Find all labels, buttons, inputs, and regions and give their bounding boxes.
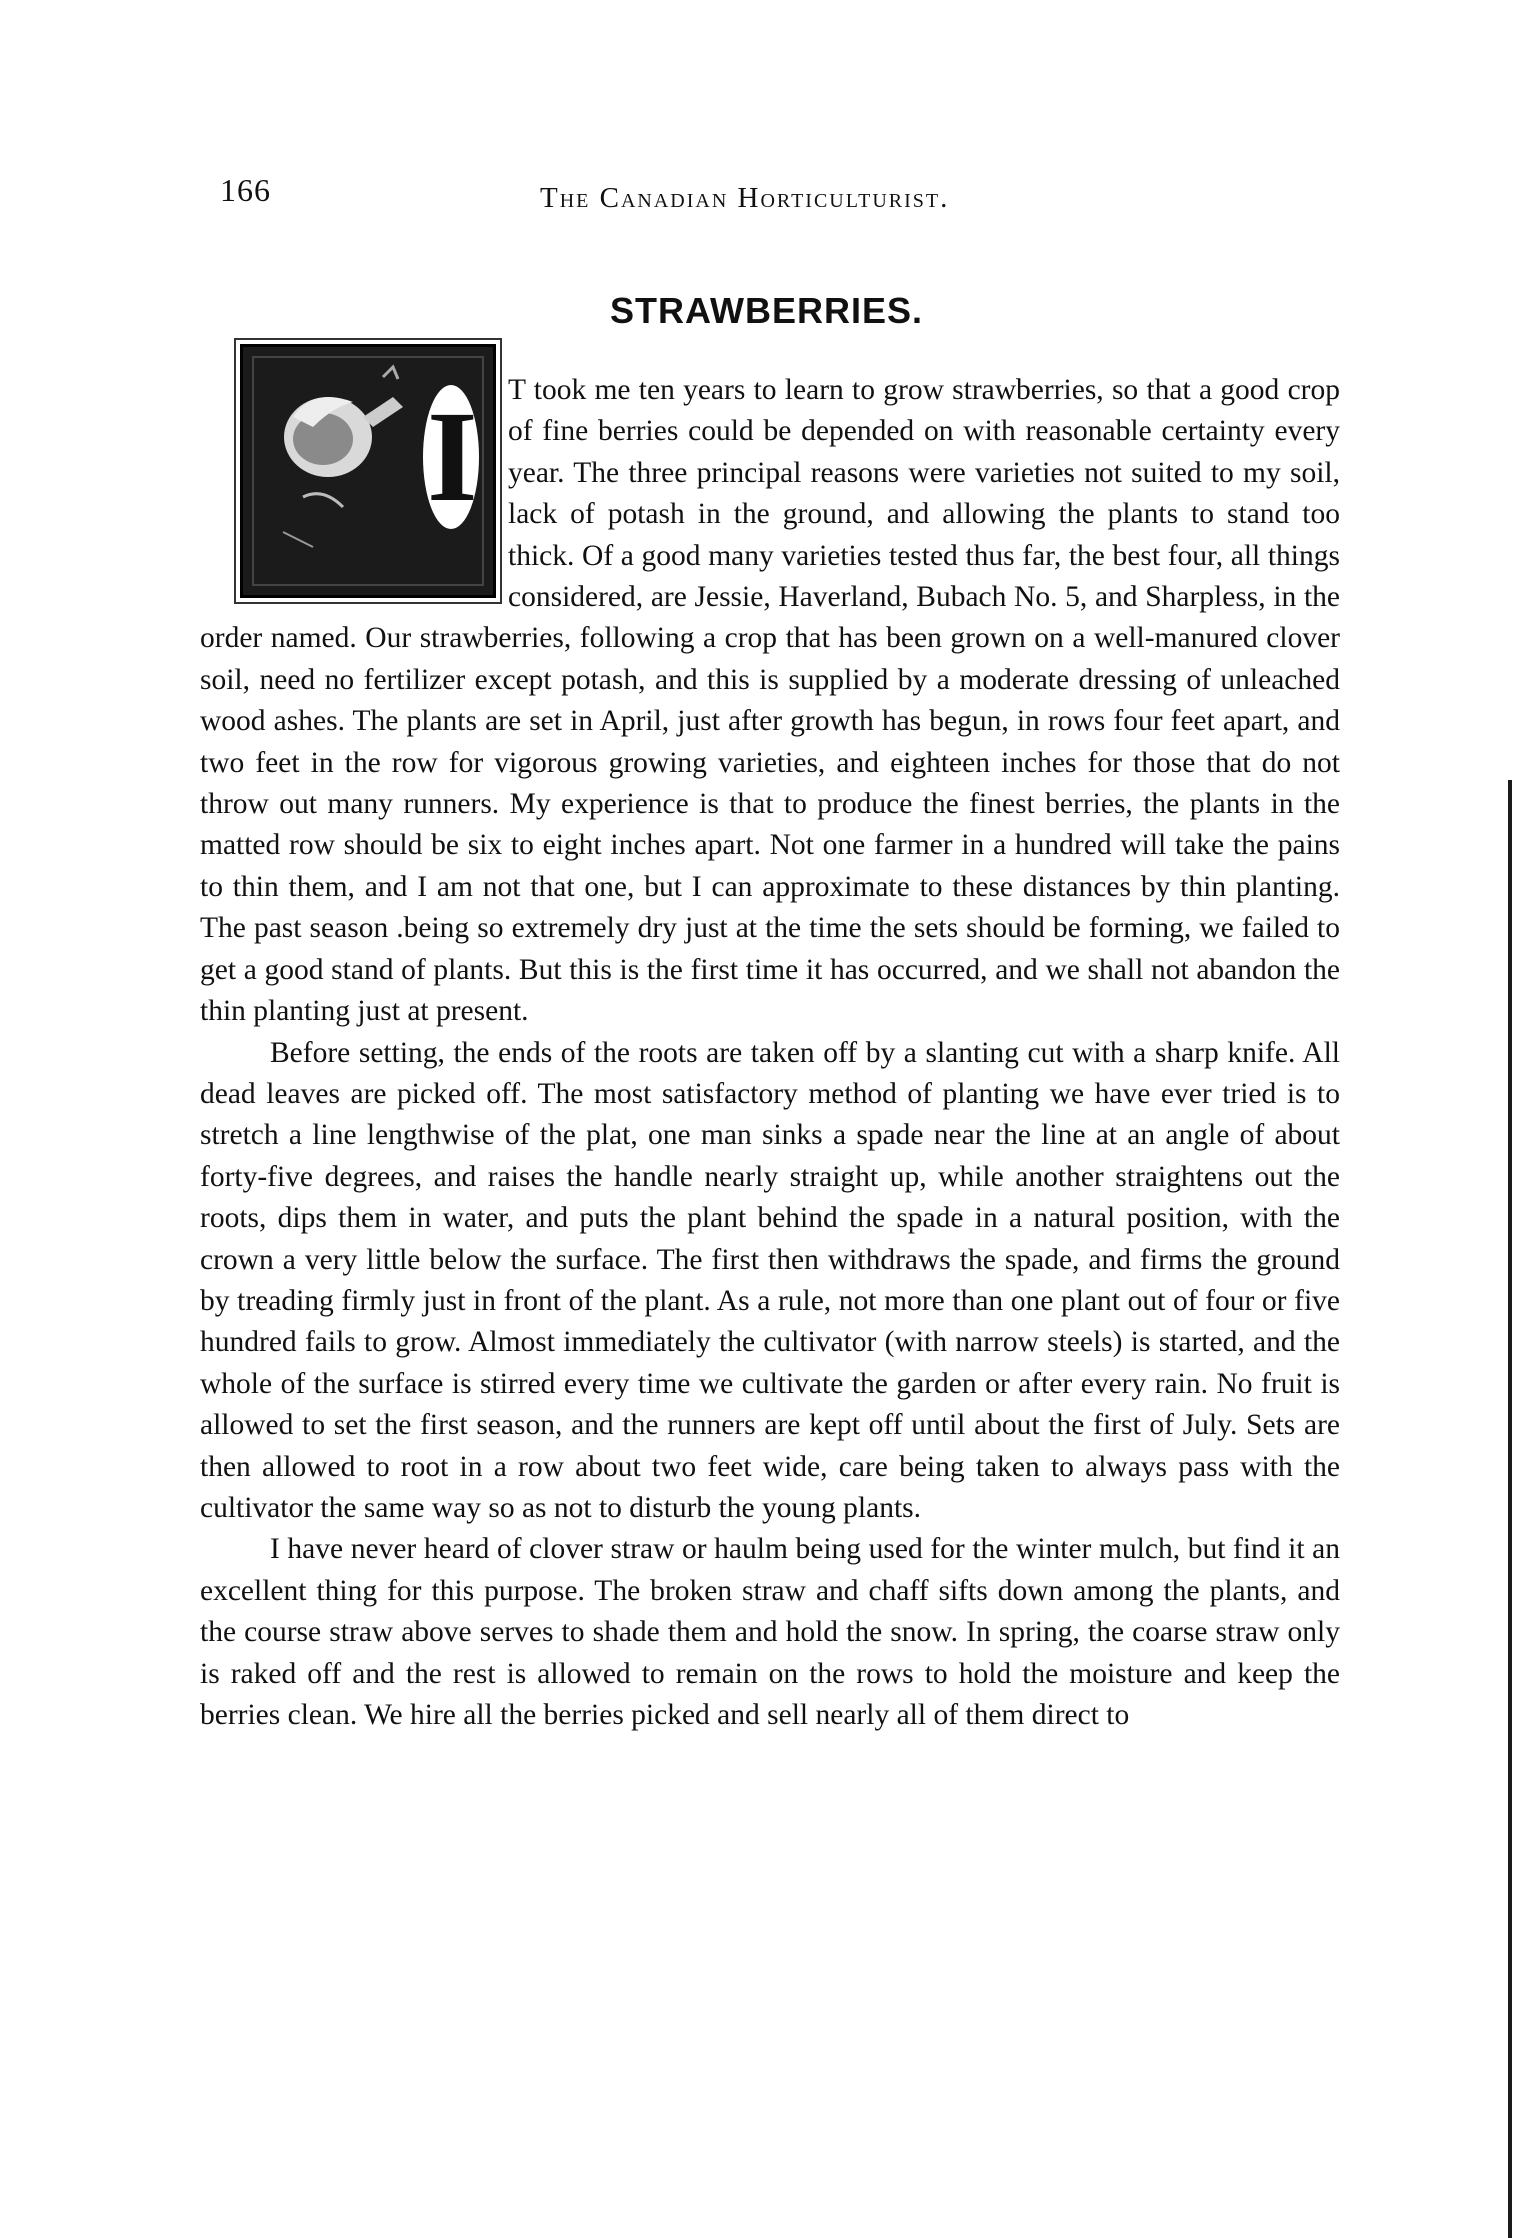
paragraph-2: Before setting, the ends of the roots are taken off by a slanting cut with a sharp knife. All dead leaves are picked off. The most satisfactory method of planting we have ever tried is to stretch a line lengthwise of the plat, one man sinks a spade near the line at an angle of about forty-five degrees, and raises the handle nearly straight up, while another straightens out the roots, dips them in water, and puts the plant behind the spade in a natural position, with the crown a very little below the surface. The first then withdraws the spade, and firms the ground by treading firmly just in front of the plant. As a rule, not more than one plant out of four or five hundred fails to grow. Almost immediately the cultivator (with narrow steels) is started, and the whole of the surface is stirred every time we cultivate the garden or after every rain. No fruit is allowed to set the first season, and the runners are kept off until about the first of July. Sets are then allowed to root in a row about two feet wide, care being taken to always pass with the cultivator the same way so as not to disturb the young plants. (200, 1036, 1340, 1524)
scan-edge-rule (1508, 780, 1512, 2238)
paragraph-1-text: T took me ten years to learn to grow strawberries, so that a good crop of fine berries could be depended on with reasonable certainty every year. The three principal reasons were varieties not suited to my soil, lack of potash in the ground, and allowing the plants to stand too thick. Of a good many varieties tested thus far, the best four, all things considered, are Jessie, Haverland, Bubach No. 5, and Sharpless, in the order named. Our strawberries, following a crop that has been grown on a well-manured clover soil, need no fertilizer except potash, and this is supplied by a moderate dressing of unleached wood ashes. The plants are set in April, just after growth has begun, in rows four feet apart, and two feet in the row for vigorous growing varieties, and eighteen inches for those that do not throw out many runners. My experience is that to produce the finest berries, the plants in the matted row should be six to eight inches apart. Not one farmer in a hundred will take the pains to thin them, and I am not that one, but I can approximate to these distances by thin planting. The past season .being so extremely dry just at the time the sets should be forming, we failed to get a good stand of plants. But this is the first time it has occurred, and we shall not abandon the thin planting just at present. (200, 374, 1340, 1028)
article-body (200, 370, 1340, 1736)
drop-cap-letter: I (427, 385, 478, 529)
paragraph-3: I have never heard of clover straw or haulm being used for the winter mulch, but find it an excellent thing for this purpose. The broken straw and chaff sifts down among the plants, and the course straw above serves to shade them and hold the snow. In spring, the coarse straw only is raked off and the rest is allowed to remain on the rows to hold the moisture and keep the berries clean. We hire all the berries picked and sell nearly all of them direct to (200, 1533, 1340, 1731)
ornamental-drop-cap (240, 344, 496, 598)
running-title: The Canadian Horticulturist. (540, 182, 950, 214)
article-title: STRAWBERRIES. (610, 290, 924, 331)
paragraph-1 (200, 370, 1340, 1033)
page-number: 166 (220, 172, 271, 208)
page-header (220, 172, 1340, 232)
